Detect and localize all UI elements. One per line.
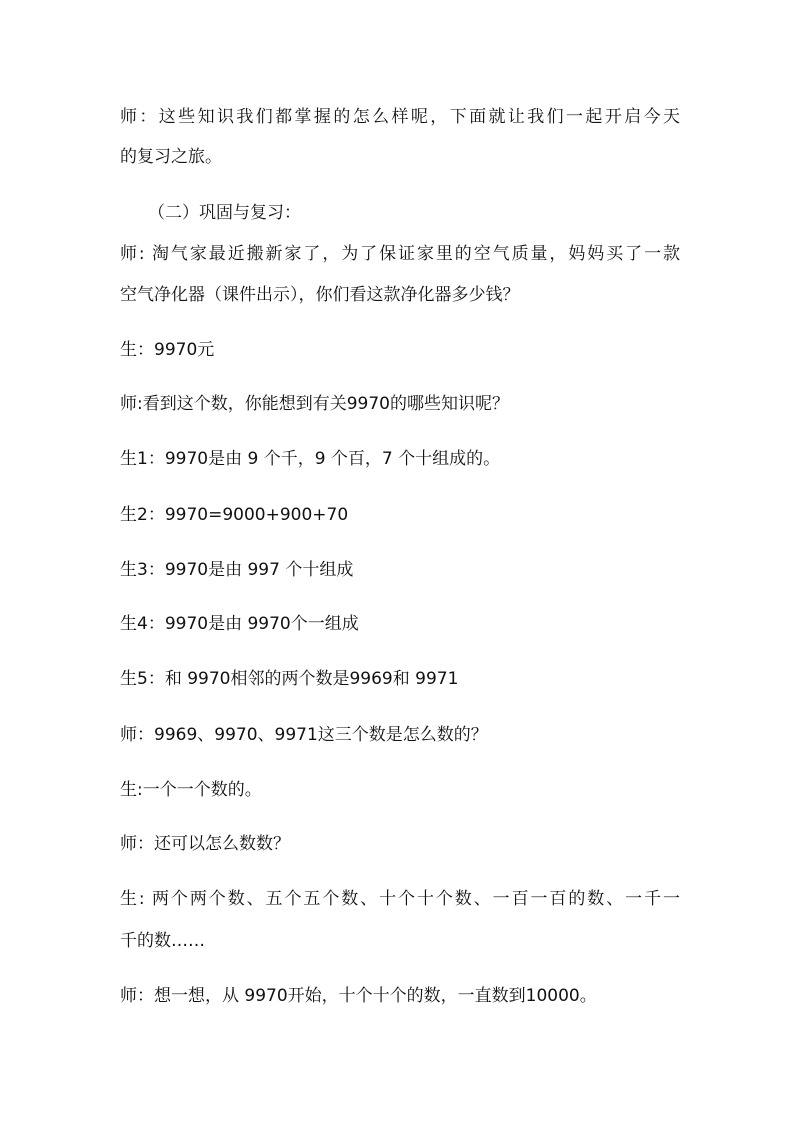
paragraph-line: 师: 淘气家最近搬新家了，为了保证家里的空气质量，妈妈买了一款 (120, 244, 680, 264)
paragraph-line: 生3：9970是由 997 个十组成 (120, 560, 354, 580)
paragraph-line: 师:看到这个数，你能想到有关9970的哪些知识呢？ (120, 394, 509, 414)
paragraph-line: 生4：9970是由 9970个一组成 (120, 614, 359, 634)
paragraph-line: 的复习之旅。 (120, 147, 222, 167)
paragraph-line: 师：还可以怎么数数？ (120, 834, 290, 854)
paragraph-line: 生1：9970是由 9 个千，9 个百，7 个十组成的。 (120, 449, 501, 469)
paragraph-line: 千的数…… (120, 931, 205, 951)
paragraph-line: 师：这些知识我们都掌握的怎么样呢，下面就让我们一起开启今天 (120, 107, 680, 127)
paragraph-line: 师：想一想，从 9970开始，十个十个的数，一直数到10000。 (120, 986, 597, 1006)
paragraph-line: 生:一个一个数的。 (120, 780, 262, 800)
paragraph-line: 生：9970元 (120, 340, 215, 360)
paragraph-line: 空气净化器（课件出示），你们看这款净化器多少钱？ (120, 285, 520, 305)
paragraph-line: 生2：9970=9000+900+70 (120, 505, 349, 525)
paragraph-line: 生: 两个两个数、五个五个数、十个十个数、一百一百的数、一千一 (120, 889, 680, 909)
paragraph-line: 生5：和 9970相邻的两个数是9969和 9971 (120, 669, 459, 689)
paragraph-line: 师：9969、9970、9971这三个数是怎么数的？ (120, 725, 488, 745)
section-heading: （二）巩固与复习： (148, 203, 301, 223)
